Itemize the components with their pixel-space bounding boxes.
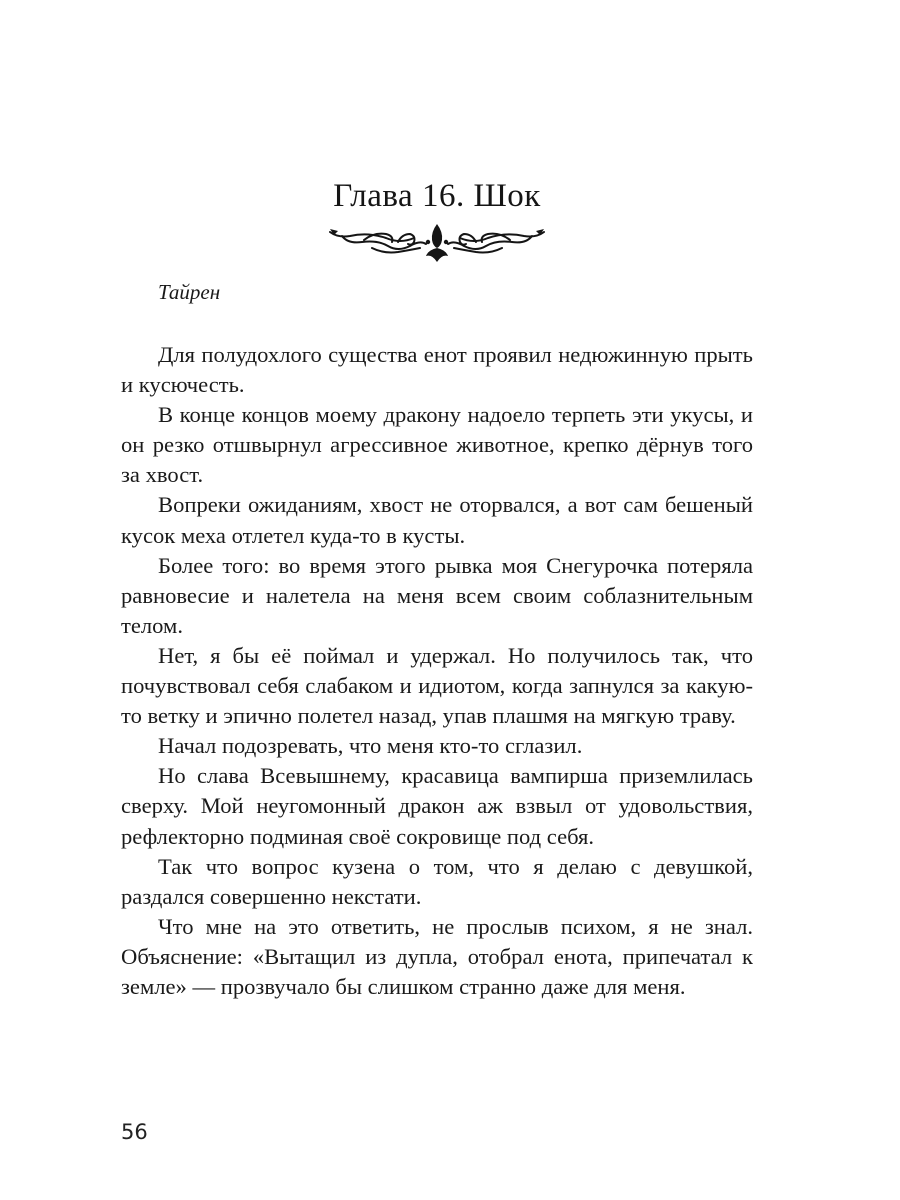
page-number: 56 xyxy=(121,1120,148,1144)
ornament-flourish-icon xyxy=(328,222,546,264)
paragraph: Нет, я бы её поймал и удержал. Но получилось так, что почувствовал себя слабаком и идиотом, когда запнулся за какую-то ветку и эпично полетел назад, упав плашмя на мягкую траву. xyxy=(121,642,753,729)
paragraph: Но слава Всевышнему, красавица вампирша приземлилась сверху. Мой неугомонный дракон аж взвыл от удовольствия, рефлекторно подминая своё сокровище под себя. xyxy=(121,763,753,849)
paragraph: Более того: во время этого рывка моя Снегурочка потеряла равновесие и налетела на меня всем своим соблазнительным телом. xyxy=(121,552,753,638)
paragraph: Начал подозревать, что меня кто-то сглазил. xyxy=(158,733,583,759)
chapter-body xyxy=(121,340,753,1002)
paragraph: В конце концов моему дракону надоело терпеть эти укусы, и он резко отшвырнул агрессивное животное, крепко дёрнув того за хвост. xyxy=(121,402,753,488)
pov-character-label: Тайрен xyxy=(158,280,221,304)
paragraph: Что мне на это ответить, не прослыв психом, я не знал. Объяснение: «Вытащил из дупла, отобрал енота, припечатал к земле» — прозвучало бы слишком странно даже для меня. xyxy=(121,913,753,999)
paragraph: Вопреки ожиданиям, хвост не оторвался, а вот сам бешеный кусок меха отлетел куда-то в кусты. xyxy=(121,492,753,548)
chapter-title: Глава 16. Шок xyxy=(333,178,541,214)
paragraph: Так что вопрос кузена о том, что я делаю с девушкой, раздался совершенно некстати. xyxy=(121,853,753,909)
paragraph: Для полудохлого существа енот проявил недюжинную прыть и кусючесть. xyxy=(121,342,753,398)
